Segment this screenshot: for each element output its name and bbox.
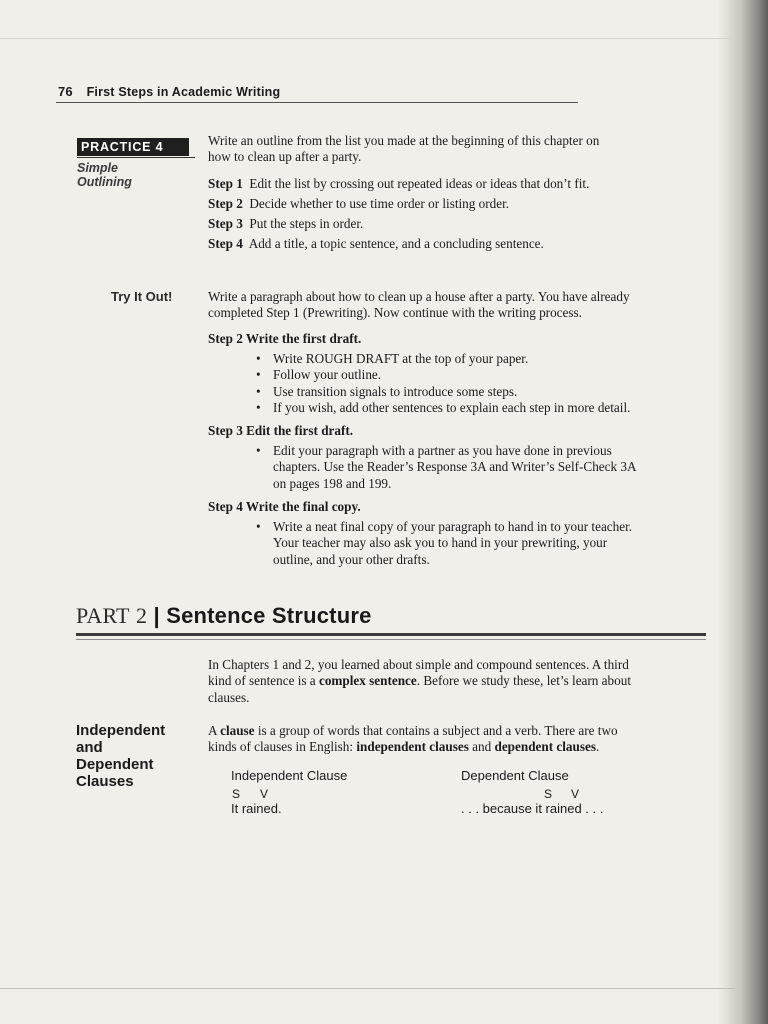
list-item: • If you wish, add other sentences to explain each step in more detail. bbox=[256, 400, 706, 416]
page-gutter-shadow bbox=[718, 0, 768, 1024]
step-text: Add a title, a topic sentence, and a concluding sentence. bbox=[248, 236, 544, 251]
step-label: Step 1 bbox=[208, 176, 243, 191]
practice-label: PRACTICE 4 bbox=[77, 138, 189, 156]
text-run: . bbox=[595, 739, 600, 755]
step-label: Step 3 bbox=[208, 216, 243, 231]
step3-bullets bbox=[256, 443, 706, 492]
step3-heading: Step 3 Edit the first draft. bbox=[208, 423, 354, 438]
step-text: Edit the list by crossing out repeated ideas or ideas that don’t fit. bbox=[249, 176, 590, 191]
list-item bbox=[256, 443, 706, 492]
practice-step bbox=[208, 176, 708, 196]
practice-subtitle-line1: Simple bbox=[77, 161, 118, 175]
part2-intro-line2 bbox=[208, 673, 708, 689]
clause-definition bbox=[208, 723, 708, 756]
part2-intro bbox=[208, 657, 708, 706]
part-rule bbox=[76, 633, 706, 636]
bold-term: independent clauses bbox=[356, 739, 469, 755]
running-header bbox=[58, 84, 280, 99]
list-item: • Use transition signals to introduce some steps. bbox=[256, 384, 706, 400]
text-run: and bbox=[468, 739, 495, 755]
text-run: kinds of clauses in English: bbox=[208, 739, 357, 755]
part-thin-rule bbox=[76, 639, 706, 640]
list-item bbox=[256, 519, 706, 568]
step-label: Step 2 bbox=[208, 196, 243, 211]
part-label: PART bbox=[76, 603, 130, 628]
practice-step bbox=[208, 196, 708, 216]
header-rule bbox=[56, 102, 578, 103]
bullet-line: Your teacher may also ask you to hand in your prewriting, your bbox=[273, 535, 608, 551]
clause-def-line2 bbox=[208, 739, 708, 755]
part-heading bbox=[76, 603, 372, 629]
practice-subtitle bbox=[77, 161, 132, 189]
bullet-line: • Edit your paragraph with a partner as you have done in previous bbox=[273, 443, 612, 458]
step2-heading: Step 2 Write the first draft. bbox=[208, 331, 362, 346]
bold-term: clause bbox=[220, 723, 255, 738]
practice-step bbox=[208, 236, 708, 256]
section-label-line: Clauses bbox=[76, 773, 134, 790]
step-label: Step 4 bbox=[208, 236, 243, 251]
step-text: Put the steps in order. bbox=[249, 216, 364, 231]
part-separator: | bbox=[153, 603, 160, 628]
practice-intro-line1: Write an outline from the list you made at the beginning of this chapter on bbox=[208, 133, 600, 148]
part2-intro-line1: In Chapters 1 and 2, you learned about simple and compound sentences. A third bbox=[208, 657, 629, 672]
practice-step bbox=[208, 216, 708, 236]
bullet-line: chapters. Use the Reader’s Response 3A and Writer’s Self-Check 3A bbox=[273, 459, 637, 475]
text-run: A bbox=[208, 723, 221, 738]
bullet-line: • Write a neat final copy of your paragraph to hand in to your teacher. bbox=[273, 519, 633, 534]
clause-def-line1 bbox=[208, 723, 708, 739]
practice-intro bbox=[208, 133, 708, 166]
clauses-section-label bbox=[76, 722, 196, 790]
part-title: Sentence Structure bbox=[166, 603, 372, 628]
step-text: Decide whether to use time order or listing order. bbox=[249, 196, 510, 211]
step2-bullets bbox=[256, 351, 706, 417]
independent-clause-heading: Independent Clause bbox=[231, 768, 348, 783]
dependent-clause-heading: Dependent Clause bbox=[461, 768, 569, 783]
page-bottom-edge bbox=[0, 988, 735, 989]
bullet-line: on pages 198 and 199. bbox=[273, 475, 392, 491]
independent-example: It rained. bbox=[231, 801, 282, 816]
section-label-line: and bbox=[76, 739, 103, 756]
try-intro bbox=[208, 289, 708, 322]
verb-marker: V bbox=[260, 787, 269, 801]
subject-marker: S bbox=[232, 787, 241, 801]
practice-steps bbox=[208, 176, 708, 256]
practice-subtitle-line2: Outlining bbox=[77, 175, 132, 189]
bullet-line: outline, and your other drafts. bbox=[273, 551, 430, 567]
step4-heading: Step 4 Write the final copy. bbox=[208, 499, 361, 514]
list-item: • Write ROUGH DRAFT at the top of your paper. bbox=[256, 351, 706, 367]
try-intro-line1: Write a paragraph about how to clean up a house after a party. You have already bbox=[208, 289, 630, 304]
page-number: 76 bbox=[58, 84, 73, 99]
practice-rule bbox=[77, 157, 195, 158]
practice-intro-line2: how to clean up after a party. bbox=[208, 149, 362, 165]
section-label-line: Dependent bbox=[76, 756, 154, 773]
text-run: kind of sentence is a bbox=[208, 673, 319, 689]
list-item: • Follow your outline. bbox=[256, 367, 706, 383]
text-run: is a group of words that contains a subject and a verb. There are two bbox=[254, 723, 618, 738]
verb-marker: V bbox=[571, 787, 580, 801]
step4-bullets bbox=[256, 519, 706, 568]
text-run: . Before we study these, let’s learn about bbox=[416, 673, 631, 689]
bold-term: complex sentence bbox=[318, 673, 417, 689]
page-top-edge bbox=[0, 38, 735, 39]
bold-term: dependent clauses bbox=[494, 739, 596, 755]
part2-intro-line3: clauses. bbox=[208, 689, 250, 705]
running-title: First Steps in Academic Writing bbox=[86, 85, 281, 99]
dependent-example: . . . because it rained . . . bbox=[461, 801, 604, 816]
try-intro-line2: completed Step 1 (Prewriting). Now continue with the writing process. bbox=[208, 305, 582, 321]
section-label-line: Independent bbox=[76, 722, 166, 739]
part-number: 2 bbox=[136, 603, 148, 628]
subject-marker: S bbox=[544, 787, 553, 801]
try-it-out-label: Try It Out! bbox=[111, 289, 173, 304]
